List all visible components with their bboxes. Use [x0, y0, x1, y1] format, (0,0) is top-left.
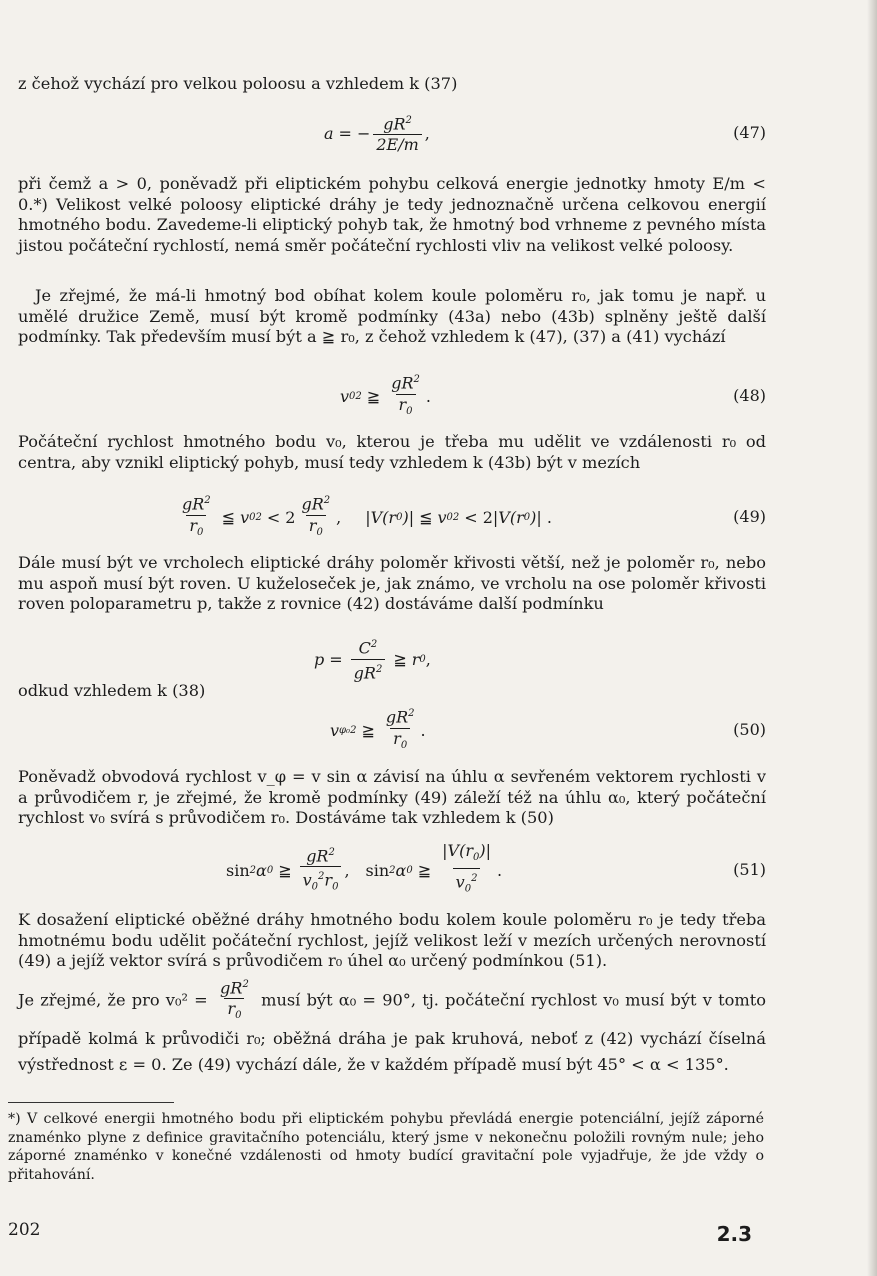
equation-number: (49) — [733, 507, 766, 526]
equation-50: v φ₀ 2 ≧ $\frac{gR^2}{r_0}$ . (50) — [18, 707, 766, 753]
section-number: 2.3 — [716, 1222, 752, 1246]
paragraph-3: Je zřejmé, že má-li hmotný bod obíhat kolem koule poloměru r₀, jak tomu je např. u umělé družice Země, musí být kromě podmínky (43a) nebo (43b) splněny ještě další podmínky. Tak především musí být a ≧ r₀, z čehož vzhledem k (47), (37) a (41) vychází — [18, 286, 766, 347]
equation-51: sin 2 α 0 ≧ $\frac{gR^2}{v_0^2r_0}$ , sin 2 α 0 ≧ $\frac{|V(r_0)|}{v_0^2}$ . (51) — [18, 847, 766, 893]
equation-47: a = − $\frac{gR^2}{2E/m}$ , (47) — [324, 114, 766, 155]
paragraph-9: Je zřejmé, že pro v₀² = $\frac{gR^2}{r_0}$ musí být α₀ = 90°, tj. počáteční rychlost v₀ musí být v tomto případě kolmá k průvodiči r₀; oběžná dráha je pak kruhová, neboť z (42) vychází číselná výstřednost ε = 0. Ze (49) vychází dále, že v každém případě musí být 45° < α < 135°. — [18, 978, 766, 1074]
equation-p: p = $\frac{C^2}{gR^2}$ ≧ r 0 , — [314, 638, 431, 682]
page-number: 202 — [8, 1220, 41, 1240]
equation-number: (51) — [733, 860, 766, 879]
paragraph-5: Dále musí být ve vrcholech eliptické dráhy poloměr křivosti větší, než je poloměr r₀, nebo mu aspoň musí být roven. U kuželoseček je, jak známo, ve vrcholu na ose poloměr křivosti roven poloparametru p, takže z rovnice (42) dostáváme další podmínku — [18, 553, 766, 614]
footnote-separator — [8, 1102, 174, 1103]
paragraph-6: odkud vzhledem k (38) — [18, 681, 206, 700]
page-edge-shadow — [867, 0, 877, 1276]
equation-number: (47) — [733, 123, 766, 142]
paragraph-2: při čemž a > 0, poněvadž při eliptickém pohybu celková energie jednotky hmoty E/m < 0.*) Velikost velké poloosy eliptické dráhy je tedy jednoznačně určena celkovou energií hmotného bodu. Zavedeme-li eliptický pohyb tak, že hmotný bod vrhneme z pevného místa jistou počáteční rychlostí, nemá směr počáteční rychlosti vliv na velikost velké poloosy. — [18, 174, 766, 255]
equation-number: (48) — [733, 386, 766, 405]
paragraph-8: K dosažení eliptické oběžné dráhy hmotného bodu kolem koule poloměru r₀ je tedy třeba hmotnému bodu udělit počáteční rychlost, jejíž velikost leží v mezích určených nerovností (49) a jejíž vektor svírá s průvodičem r₀ úhel α₀ určený podmínkou (51). — [18, 910, 766, 971]
paragraph-4: Počáteční rychlost hmotného bodu v₀, kterou je třeba mu udělit ve vzdálenosti r₀ od centra, aby vznikl eliptický pohyb, musí tedy vzhledem k (43b) být v mezích — [18, 432, 766, 472]
equation-49: $\frac{gR^2}{r_0}$ ≦ v 0 2 < 2 $\frac{gR^2}{r_0}$ , | V(r 0 ) | ≦ v 0 2 < 2| V(r 0 ) | . (49) — [18, 494, 766, 540]
equation-48: v 0 2 ≧ $\frac{gR^2}{r_0}$ . (48) — [18, 373, 766, 419]
paragraph-1: z čehož vychází pro velkou poloosu a vzhledem k (37) — [18, 74, 458, 93]
paragraph-7: Poněvadž obvodová rychlost v_φ = v sin α závisí na úhlu α sevřeném vektorem rychlosti v a průvodičem r, je zřejmé, že kromě podmínky (49) záleží též na úhlu α₀, který počáteční rychlost v₀ svírá s průvodičem r₀. Dostáváme tak vzhledem k (50) — [18, 767, 766, 828]
footnote: *) V celkové energii hmotného bodu při eliptickém pohybu převládá energie potenciální, jejíž záporné znaménko plyne z definice gravitačního potenciálu, který jsme v nekonečnu položili rovným nule; jeho záporné znaménko v konečné vzdálenosti od hmoty budící gravitační pole vyjadřuje, že jde vždy o přitahování. — [8, 1111, 764, 1183]
equation-number: (50) — [733, 720, 766, 739]
